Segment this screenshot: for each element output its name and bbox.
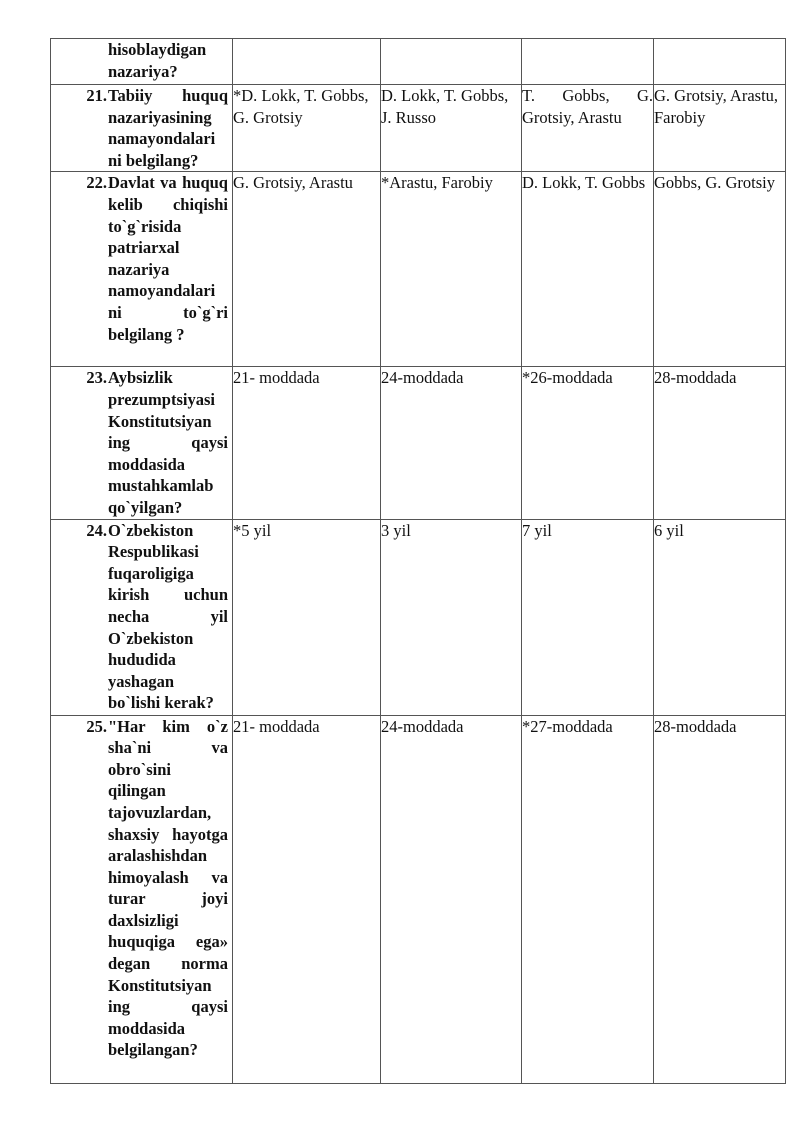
answer-b: 24-moddada [381, 367, 522, 519]
answer-c: 7 yil [522, 519, 654, 715]
question-text: Davlat va huquq kelib chiqishi to`g`risida patriarxal nazariya namoyandalari ni to`g`ri belgilang ? [108, 173, 228, 344]
question-cell [51, 172, 233, 367]
table-row [51, 39, 786, 85]
table-row [51, 172, 786, 367]
answer-a: 21- moddada [233, 367, 381, 519]
question-number: 24. [86, 520, 107, 540]
question-number: 25. [86, 716, 107, 736]
answer-b: *Arastu, Farobiy [381, 172, 522, 367]
question-number: 22. [86, 173, 107, 193]
answer-a: *D. Lokk, T. Gobbs, G. Grotsiy [233, 85, 381, 172]
answer-c: *26-moddada [522, 367, 654, 519]
question-cell [51, 85, 233, 172]
answer-c: D. Lokk, T. Gobbs [522, 172, 654, 367]
question-cell [51, 367, 233, 519]
answer-c: *27-moddada [522, 715, 654, 1083]
quiz-table [50, 38, 786, 1084]
answer-a: 21- moddada [233, 715, 381, 1083]
question-text: Aybsizlik prezumptsiyasi Konstitutsiyan ing qaysi moddasida mustahkamlab qo`yilgan? [108, 368, 228, 517]
question-cell [51, 715, 233, 1083]
question-cell [51, 519, 233, 715]
answer-b: D. Lokk, T. Gobbs, J. Russo [381, 85, 522, 172]
answer-a: *5 yil [233, 519, 381, 715]
answer-a: G. Grotsiy, Arastu [233, 172, 381, 367]
answer-b: 3 yil [381, 519, 522, 715]
answer-d: Gobbs, G. Grotsiy [654, 172, 786, 367]
table-row [51, 367, 786, 519]
answer-d [654, 39, 786, 85]
answer-d: 28-moddada [654, 367, 786, 519]
answer-a [233, 39, 381, 85]
answer-b: 24-moddada [381, 715, 522, 1083]
table-row [51, 519, 786, 715]
answer-c [522, 39, 654, 85]
question-text: Tabiiy huquq nazariyasining namayondalari ni belgilang? [108, 86, 228, 170]
question-text: "Har kim o`z sha`ni va obro`sini qilingan tajovuzlardan, shaxsiy hayotga aralashishdan himoyalash va turar joyi daxlsizligi huquqiga ega» degan norma Konstitutsiyan ing qaysi moddasida belgilangan? [108, 716, 228, 1060]
answer-d: 28-moddada [654, 715, 786, 1083]
question-cell [51, 39, 233, 85]
answer-c: T. Gobbs, G. Grotsiy, Arastu [522, 85, 654, 172]
question-number: 23. [86, 368, 107, 388]
answer-d: G. Grotsiy, Arastu, Farobiy [654, 85, 786, 172]
question-text: hisoblaydigan nazariya? [108, 40, 207, 81]
question-text: O`zbekiston Respublikasi fuqaroligiga kirish uchun necha yil O`zbekiston hududida yashagan bo`lishi kerak? [108, 520, 228, 713]
table-row [51, 715, 786, 1083]
answer-b [381, 39, 522, 85]
question-number: 21. [86, 86, 107, 105]
question-number [51, 39, 107, 82]
answer-d: 6 yil [654, 519, 786, 715]
table-row [51, 85, 786, 172]
